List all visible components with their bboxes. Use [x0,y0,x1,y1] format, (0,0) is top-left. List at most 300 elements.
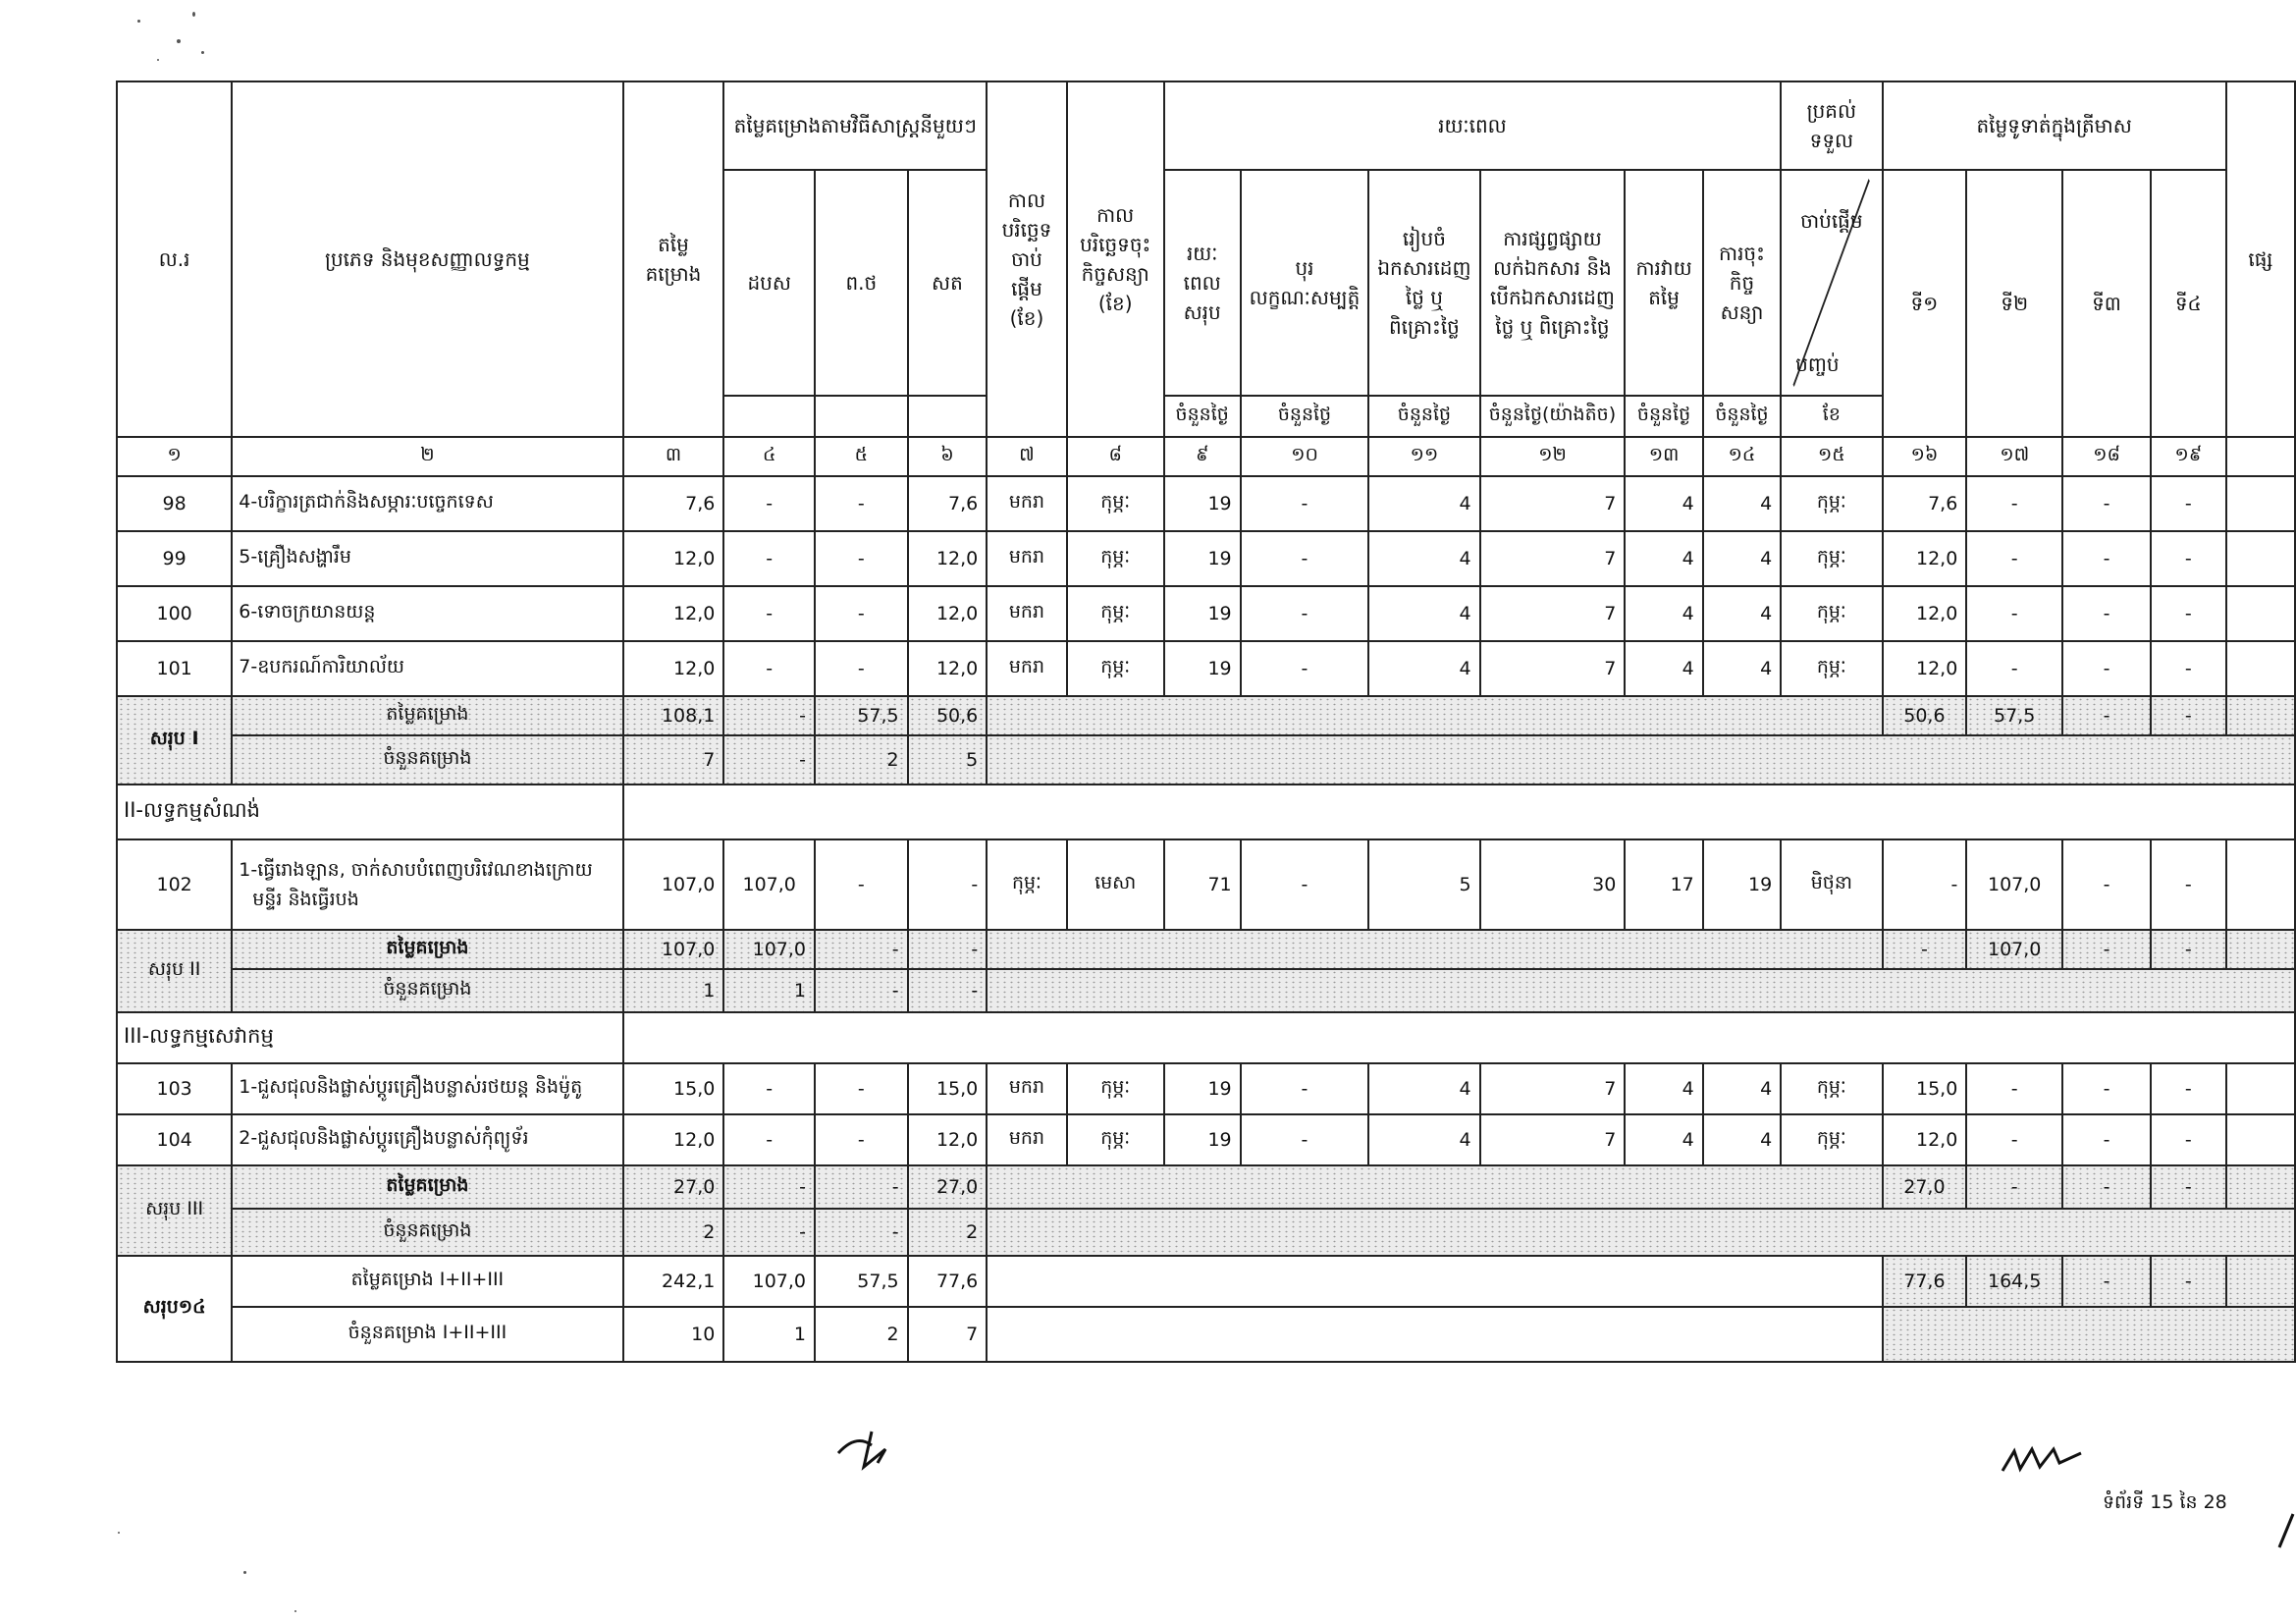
grand-total-st: 77,6 [908,1256,988,1307]
subtotal-3-label: សរុប III [117,1165,232,1256]
row-q1: 7,6 [1883,476,1967,531]
row-days-prepare: 4 [1368,1114,1479,1165]
row-days-evaluate: 4 [1625,1114,1702,1165]
grand-total-cnt: 10 [623,1307,724,1362]
row-start-month: មករា [987,641,1066,696]
row-contract-month: កុម្ភៈ [1067,1063,1164,1114]
shaded-cell [987,969,2295,1012]
row-contract-month: កុម្ភៈ [1067,531,1164,586]
subtotal-1-dbs: - [723,696,815,735]
row-dbs: - [723,641,815,696]
row-days-total: 19 [1164,1063,1241,1114]
subtotal-3-dbs: - [723,1165,815,1209]
grand-total-label: សរុប១៤ [117,1256,232,1362]
row-q2: 107,0 [1966,839,2062,930]
subtotal-2-cnt-st: - [908,969,988,1012]
subtotal-1-pt: 57,5 [815,696,908,735]
goods-rows [117,476,2295,696]
row-q1: 12,0 [1883,641,1967,696]
grand-total-cnt-st: 7 [908,1307,988,1362]
grand-total-est: 242,1 [623,1256,724,1307]
scan-speck [177,39,181,43]
subtotal-2-est: 107,0 [623,930,724,969]
subtotal-2-q4: - [2151,930,2226,969]
column-number-15: ១៥ [1781,437,1882,476]
row-q2: - [1966,476,2062,531]
empty-cell [908,396,988,437]
subtotal-3-estimate-row [117,1165,2295,1209]
works-rows [117,839,2295,930]
table-row [117,1063,2295,1114]
row-days-evaluate: 17 [1625,839,1702,930]
section-2-title: II-លទ្ធកម្មសំណង់ [117,784,623,839]
row-q4: - [2151,476,2226,531]
subtotal-3-est: 27,0 [623,1165,724,1209]
signature-initial-left [834,1424,923,1473]
empty-cell [2226,641,2295,696]
empty-cell [987,1307,1882,1362]
row-number: 103 [117,1063,232,1114]
grand-total-q3: - [2062,1256,2151,1307]
column-number-17: ១៧ [1966,437,2062,476]
row-q4: - [2151,531,2226,586]
subtotal-2-label: សរុប II [117,930,232,1012]
row-days-evaluate: 4 [1625,531,1702,586]
row-days-prepare: 5 [1368,839,1479,930]
subtotal-1-q2: 57,5 [1966,696,2062,735]
empty-cell [2226,1114,2295,1165]
header-src-dbs: ដបស [723,170,815,396]
table-row [117,586,2295,641]
row-pt: - [815,1063,908,1114]
row-days-evaluate: 4 [1625,586,1702,641]
row-days-evaluate: 4 [1625,641,1702,696]
row-dbs: - [723,1063,815,1114]
row-estimate: 12,0 [623,531,724,586]
row-pt: - [815,839,908,930]
grand-total-pt: 57,5 [815,1256,908,1307]
grand-total-dbs: 107,0 [723,1256,815,1307]
row-days-publish: 7 [1480,586,1626,641]
row-start-month: មករា [987,1114,1066,1165]
header-receive-start-end [1781,170,1882,396]
row-q3: - [2062,1063,2151,1114]
unit-days: ចំនួនថ្ងៃ [1703,396,1781,437]
header-receive-end: បញ្ចប់ [1795,352,1840,376]
row-q4: - [2151,1114,2226,1165]
grand-total-q4: - [2151,1256,2226,1307]
row-pt: - [815,586,908,641]
row-name [232,839,622,930]
unit-days: ចំនួនថ្ងៃ [1368,396,1479,437]
row-days-prequal: - [1241,1114,1369,1165]
row-days-total: 19 [1164,586,1241,641]
subtotal-1-cnt: 7 [623,735,724,784]
page-number: ទំព័រទី 15 នៃ 28 [2103,1491,2227,1513]
edge-mark [2275,1512,2295,1551]
subtotal-2-pt: - [815,930,908,969]
unit-days: ចំនួនថ្ងៃ [1625,396,1702,437]
empty-cell [2226,586,2295,641]
grand-total-q2: 164,5 [1966,1256,2062,1307]
table-row [117,641,2295,696]
column-number-5: ៥ [815,437,908,476]
grand-total-cnt-dbs: 1 [723,1307,815,1362]
section-3-title: III-លទ្ធកម្មសេវាកម្ម [117,1012,623,1063]
grand-total-label-count: ចំនួនគម្រោង I+II+III [232,1307,622,1362]
row-days-prequal: - [1241,531,1369,586]
row-estimate: 12,0 [623,641,724,696]
row-receive-month: កុម្ភៈ [1781,641,1882,696]
row-days-sign: 4 [1703,476,1781,531]
grand-total-count-row [117,1307,2295,1362]
row-q4: - [2151,1063,2226,1114]
table-row [117,531,2295,586]
empty-cell [2226,476,2295,531]
row-number: 102 [117,839,232,930]
table-row [117,839,2295,930]
subtotal-3-cnt-st: 2 [908,1209,988,1256]
shaded-cell [987,1165,1882,1209]
empty-cell [2226,531,2295,586]
row-q1: 15,0 [1883,1063,1967,1114]
row-contract-month: កុម្ភៈ [1067,586,1164,641]
row-start-month: មករា [987,476,1066,531]
row-days-prepare: 4 [1368,586,1479,641]
shaded-cell [2226,930,2295,969]
table-row [117,476,2295,531]
header-q3: ទី៣ [2062,170,2151,437]
header-type: ប្រភេទ និងមុខសញ្ញាលទ្ធកម្ម [232,81,622,437]
row-q3: - [2062,476,2151,531]
grand-total-cnt-pt: 2 [815,1307,908,1362]
row-days-prepare: 4 [1368,531,1479,586]
header-receive-start: ចាប់ផ្តើម [1800,209,1863,233]
subtotal-1-q3: - [2062,696,2151,735]
row-days-sign: 4 [1703,586,1781,641]
row-pt: - [815,1114,908,1165]
row-q3: - [2062,531,2151,586]
subtotal-2-cnt-pt: - [815,969,908,1012]
subtotal-2-count-row [117,969,2295,1012]
subtotal-3-cnt-dbs: - [723,1209,815,1256]
row-dbs: - [723,476,815,531]
column-number-6: ៦ [908,437,988,476]
column-number-2: ២ [232,437,622,476]
row-q1: 12,0 [1883,531,1967,586]
empty-cell [815,396,908,437]
row-q1: 12,0 [1883,1114,1967,1165]
scan-speck [201,51,204,54]
service-rows [117,1063,2295,1165]
subtotal-1-est: 108,1 [623,696,724,735]
column-number-4: ៤ [723,437,815,476]
row-dbs: - [723,1114,815,1165]
row-name: 7-ឧបករណ៍ការិយាល័យ [232,641,622,696]
row-receive-month: កុម្ភៈ [1781,586,1882,641]
row-days-publish: 7 [1480,531,1626,586]
row-days-sign: 19 [1703,839,1781,930]
header-estimate: តម្លៃគម្រោង [623,81,724,437]
row-q2: - [1966,531,2062,586]
header-row-1 [117,81,2295,170]
subtotal-1-estimate-row [117,696,2295,735]
subtotal-1-count-row [117,735,2295,784]
row-days-publish: 30 [1480,839,1626,930]
row-receive-month: កុម្ភៈ [1781,1063,1882,1114]
row-days-prequal: - [1241,839,1369,930]
row-estimate: 107,0 [623,839,724,930]
grand-total-estimate-row [117,1256,2295,1307]
subtotal-1-st: 50,6 [908,696,988,735]
grand-total-q1: 77,6 [1883,1256,1967,1307]
header-dur-prequal: បុរលក្ខណៈសម្បត្តិ [1241,170,1369,396]
column-number-8: ៨ [1067,437,1164,476]
column-number-7: ៧ [987,437,1066,476]
subtotal-label-count: ចំនួនគម្រោង [232,1209,622,1256]
subtotal-2-q1: - [1883,930,1967,969]
header-src-pt: ព.ថ [815,170,908,396]
row-days-publish: 7 [1480,476,1626,531]
empty-cell [2226,1063,2295,1114]
row-number: 98 [117,476,232,531]
column-number-13: ១៣ [1625,437,1702,476]
row-estimate: 12,0 [623,1114,724,1165]
header-dur-publish: ការផ្សព្វផ្សាយលក់ឯកសារ និង បើកឯកសារដេញថ្លៃ ឬ ពិគ្រោះថ្លៃ [1480,170,1626,396]
row-days-publish: 7 [1480,1114,1626,1165]
subtotal-label-count: ចំនួនគម្រោង [232,735,622,784]
row-q4: - [2151,641,2226,696]
column-number-1: ១ [117,437,232,476]
section-2-row [117,784,2295,839]
shaded-cell [987,696,1882,735]
subtotal-1-cnt-dbs: - [723,735,815,784]
row-q2: - [1966,1063,2062,1114]
row-days-total: 19 [1164,1114,1241,1165]
unit-days-min: ចំនួនថ្ងៃ(យ៉ាងតិច) [1480,396,1626,437]
row-st: 12,0 [908,531,988,586]
subtotal-2-cnt: 1 [623,969,724,1012]
empty-cell [2226,437,2295,476]
row-days-publish: 7 [1480,1063,1626,1114]
row-days-sign: 4 [1703,1063,1781,1114]
grand-total-label-estimate: តម្លៃគម្រោង I+II+III [232,1256,622,1307]
row-name: 6-ទោចក្រយានយន្ត [232,586,622,641]
section-3-row [117,1012,2295,1063]
row-pt: - [815,531,908,586]
row-estimate: 12,0 [623,586,724,641]
header-receive-group: ប្រគល់ទទួល [1781,81,1882,170]
row-q3: - [2062,641,2151,696]
row-start-month: កុម្ភៈ [987,839,1066,930]
header-q1: ទី១ [1883,170,1967,437]
row-q2: - [1966,586,2062,641]
column-number-3: ៣ [623,437,724,476]
empty-cell [723,396,815,437]
row-days-total: 19 [1164,476,1241,531]
row-days-evaluate: 4 [1625,1063,1702,1114]
subtotal-3-cnt: 2 [623,1209,724,1256]
column-number-row [117,437,2295,476]
row-dbs: - [723,531,815,586]
row-q1: - [1883,839,1967,930]
row-days-sign: 4 [1703,641,1781,696]
row-receive-month: មិថុនា [1781,839,1882,930]
column-number-16: ១៦ [1883,437,1967,476]
row-days-sign: 4 [1703,531,1781,586]
empty-cell [987,1256,1882,1307]
subtotal-3-q1: 27,0 [1883,1165,1967,1209]
shaded-cell [2226,1256,2295,1307]
subtotal-2-q2: 107,0 [1966,930,2062,969]
row-q4: - [2151,586,2226,641]
subtotal-1-label: សរុប I [117,696,232,784]
header-q2: ទី២ [1966,170,2062,437]
unit-month: ខែ [1781,396,1882,437]
subtotal-3-q4: - [2151,1165,2226,1209]
subtotal-2-q3: - [2062,930,2151,969]
row-st: 15,0 [908,1063,988,1114]
row-days-prequal: - [1241,586,1369,641]
row-days-sign: 4 [1703,1114,1781,1165]
header-src-st: សត [908,170,988,396]
row-contract-month: មេសា [1067,839,1164,930]
subtotal-label-count: ចំនួនគម្រោង [232,969,622,1012]
row-name-line-2: មន្ទីរ និងធ្វើរបង [252,889,359,910]
row-pt: - [815,476,908,531]
header-dur-sign: ការចុះកិច្ចសន្យា [1703,170,1781,396]
subtotal-2-dbs: 107,0 [723,930,815,969]
scan-speck [118,1532,120,1534]
subtotal-3-cnt-pt: - [815,1209,908,1256]
subtotal-1-q1: 50,6 [1883,696,1967,735]
subtotal-2-estimate-row [117,930,2295,969]
row-contract-month: កុម្ភៈ [1067,641,1164,696]
column-number-19: ១៩ [2151,437,2226,476]
column-number-12: ១២ [1480,437,1626,476]
shaded-cell [2226,1165,2295,1209]
row-name: 1-ជួសជុលនិងផ្លាស់ប្តូរគ្រឿងបន្លាស់រថយន្ត និងម៉ូតូ [232,1063,622,1114]
row-start-month: មករា [987,586,1066,641]
header-duration-group: រយៈពេល [1164,81,1781,170]
unit-days: ចំនួនថ្ងៃ [1164,396,1241,437]
row-number: 99 [117,531,232,586]
row-number: 104 [117,1114,232,1165]
column-number-9: ៩ [1164,437,1241,476]
row-q2: - [1966,641,2062,696]
row-dbs: 107,0 [723,839,815,930]
procurement-plan-table [116,81,2296,1363]
subtotal-1-cnt-pt: 2 [815,735,908,784]
header-source-group: តម្លៃគម្រោងតាមវិធីសាស្ត្រនីមួយៗ [723,81,987,170]
empty-cell [2226,839,2295,930]
column-number-10: ១០ [1241,437,1369,476]
row-days-total: 71 [1164,839,1241,930]
row-q3: - [2062,839,2151,930]
header-no: ល.រ [117,81,232,437]
subtotal-3-q3: - [2062,1165,2151,1209]
row-st: 7,6 [908,476,988,531]
row-contract-month: កុម្ភៈ [1067,476,1164,531]
row-name-line-1: 1-ធ្វើរោងឡាន, ចាក់សាបបំពេញបរិវេណខាងក្រោយ [239,859,593,881]
row-days-publish: 7 [1480,641,1626,696]
row-number: 100 [117,586,232,641]
row-days-prequal: - [1241,476,1369,531]
header-dur-prepare: រៀបចំឯកសារដេញថ្លៃ ឬ ពិគ្រោះថ្លៃ [1368,170,1479,396]
row-days-prepare: 4 [1368,476,1479,531]
row-name: 5-គ្រឿងសង្ហារឹម [232,531,622,586]
row-estimate: 7,6 [623,476,724,531]
row-st: - [908,839,988,930]
row-q3: - [2062,586,2151,641]
row-st: 12,0 [908,586,988,641]
subtotal-2-st: - [908,930,988,969]
row-start-month: មករា [987,531,1066,586]
shaded-cell [987,1209,2295,1256]
column-number-11: ១១ [1368,437,1479,476]
row-q3: - [2062,1114,2151,1165]
row-contract-month: កុម្ភៈ [1067,1114,1164,1165]
header-quarter-group: តម្លៃទូទាត់ក្នុងត្រីមាស [1883,81,2226,170]
row-name: 4-បរិក្ខារត្រជាក់និងសម្ភារៈបច្ចេកទេស [232,476,622,531]
row-days-total: 19 [1164,641,1241,696]
unit-days: ចំនួនថ្ងៃ [1241,396,1369,437]
empty-cell [623,1012,2295,1063]
subtotal-1-q4: - [2151,696,2226,735]
row-days-prepare: 4 [1368,641,1479,696]
row-name: 2-ជួសជុលនិងផ្លាស់ប្តូរគ្រឿងបន្លាស់កុំព្យូទ័រ [232,1114,622,1165]
scan-speck [192,12,195,17]
header-start-period: កាលបរិច្ឆេទចាប់ផ្តើម (ខែ) [987,81,1066,437]
row-q2: - [1966,1114,2062,1165]
row-st: 12,0 [908,1114,988,1165]
empty-cell [623,784,2295,839]
row-q4: - [2151,839,2226,930]
row-receive-month: កុម្ភៈ [1781,531,1882,586]
signature-initial-right [1999,1443,2087,1479]
column-number-14: ១៤ [1703,437,1781,476]
column-number-18: ១៨ [2062,437,2151,476]
subtotal-label-estimate: តម្លៃគម្រោង [232,1165,622,1209]
row-dbs: - [723,586,815,641]
row-q1: 12,0 [1883,586,1967,641]
header-remark: ផ្សេ [2226,81,2295,437]
subtotal-3-q2: - [1966,1165,2062,1209]
subtotal-1-cnt-st: 5 [908,735,988,784]
row-days-evaluate: 4 [1625,476,1702,531]
row-receive-month: កុម្ភៈ [1781,476,1882,531]
header-q4: ទី៤ [2151,170,2226,437]
shaded-cell [987,930,1882,969]
subtotal-label-estimate: តម្លៃគម្រោង [232,930,622,969]
row-number: 101 [117,641,232,696]
header-dur-evaluate: ការវាយតម្លៃ [1625,170,1702,396]
subtotal-label-estimate: តម្លៃគម្រោង [232,696,622,735]
row-receive-month: កុម្ភៈ [1781,1114,1882,1165]
shaded-cell [1883,1307,2295,1362]
subtotal-2-cnt-dbs: 1 [723,969,815,1012]
row-days-prepare: 4 [1368,1063,1479,1114]
table-row [117,1114,2295,1165]
shaded-cell [987,735,2295,784]
row-pt: - [815,641,908,696]
subtotal-3-st: 27,0 [908,1165,988,1209]
row-days-prequal: - [1241,1063,1369,1114]
row-days-prequal: - [1241,641,1369,696]
row-estimate: 15,0 [623,1063,724,1114]
header-dur-total: រយៈពេលសរុប [1164,170,1241,396]
subtotal-3-pt: - [815,1165,908,1209]
